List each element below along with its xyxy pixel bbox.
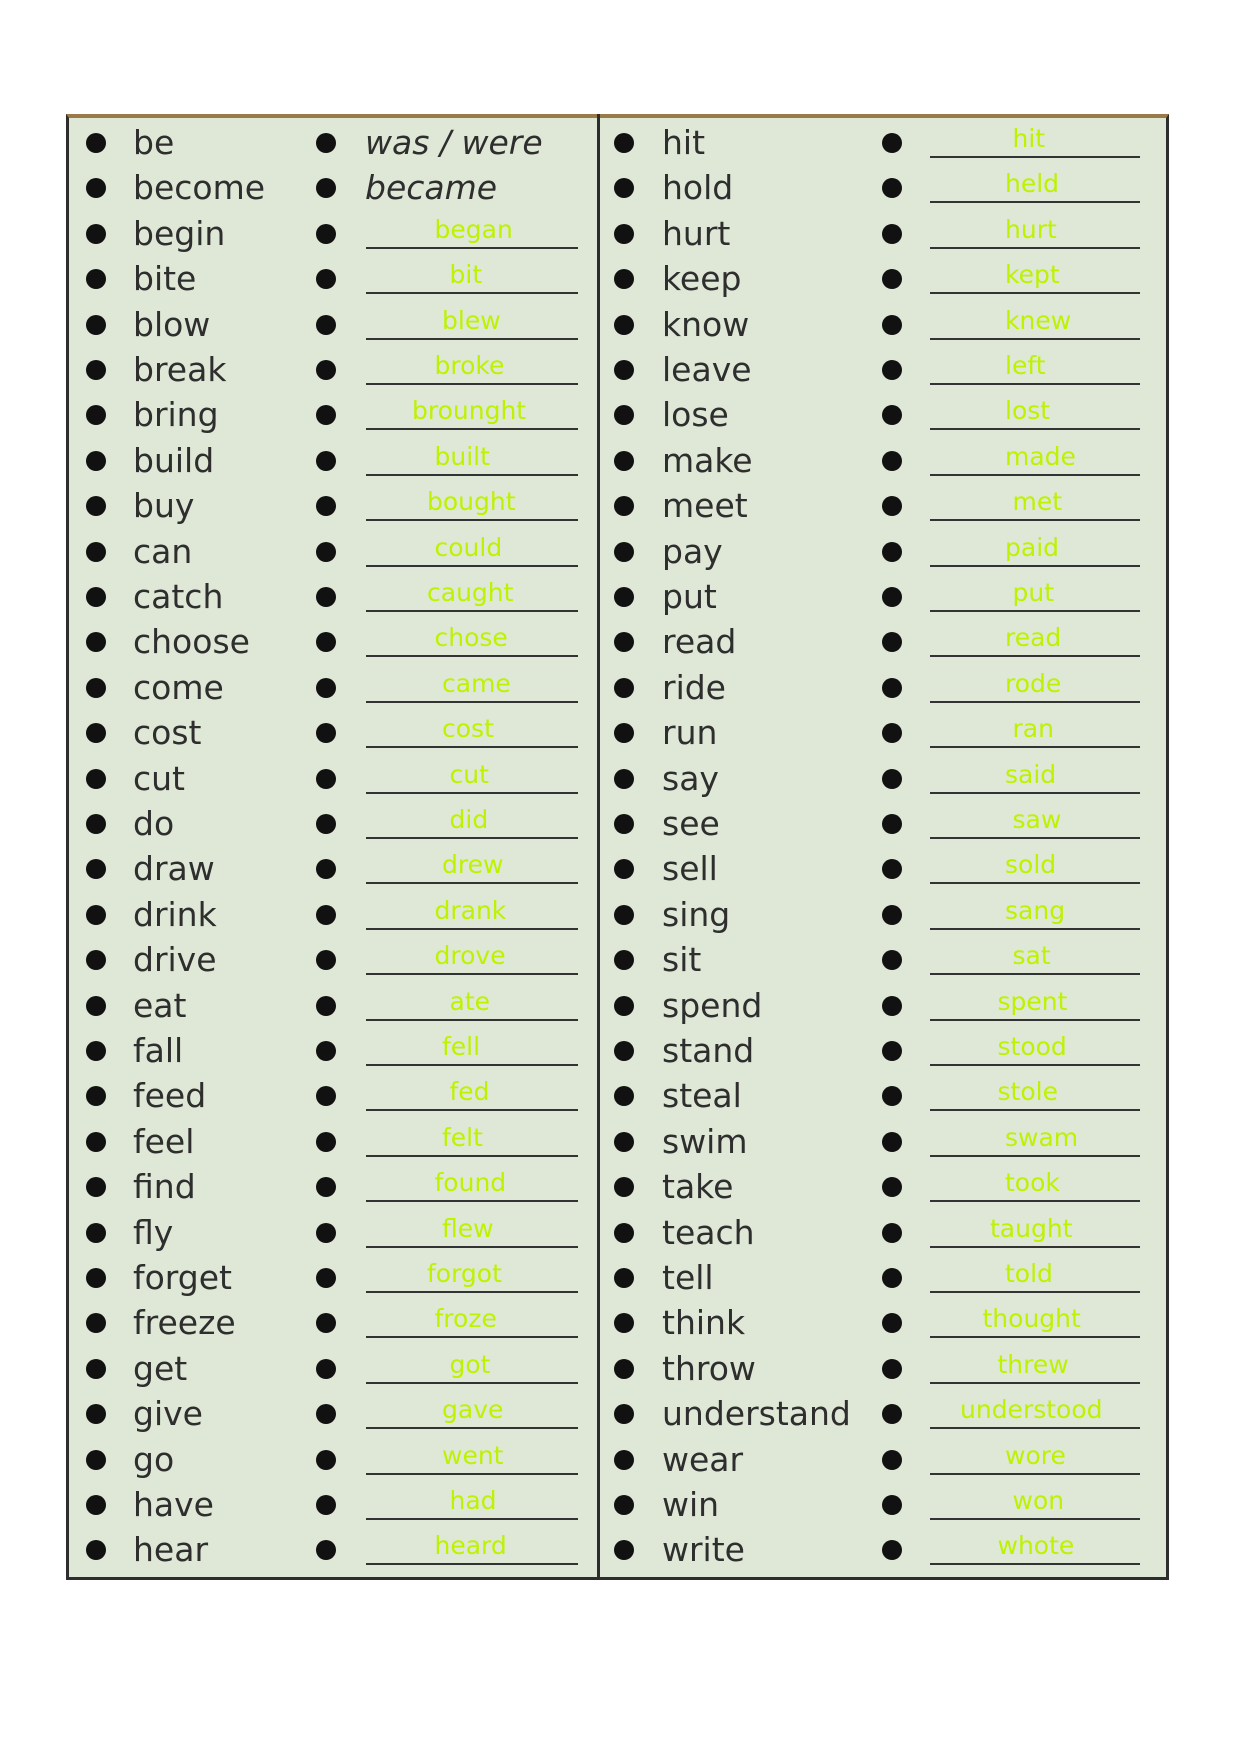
base-verb: wear xyxy=(662,1439,744,1479)
base-verb: pay xyxy=(662,531,723,571)
base-verb: find xyxy=(133,1167,196,1207)
past-tense-answer: sold xyxy=(1005,850,1057,880)
past-tense-answer: did xyxy=(449,805,489,834)
answer-blank-line[interactable] xyxy=(930,565,1140,567)
answer-blank-line[interactable] xyxy=(930,746,1140,748)
bullet-icon xyxy=(882,315,902,335)
base-verb: stand xyxy=(662,1031,755,1070)
past-tense-answer: drank xyxy=(434,895,507,925)
bullet-icon xyxy=(316,542,336,562)
past-tense-answer: left xyxy=(1005,351,1046,380)
answer-blank-line[interactable] xyxy=(930,428,1140,430)
past-tense-answer: took xyxy=(1005,1168,1060,1198)
past-tense-answer: fed xyxy=(449,1077,490,1107)
bullet-icon xyxy=(882,1223,902,1243)
base-verb: have xyxy=(133,1485,214,1524)
past-tense-answer: paid xyxy=(1005,532,1060,562)
past-tense-answer: forgot xyxy=(427,1259,502,1288)
base-verb: tell xyxy=(662,1258,714,1297)
answer-blank-line[interactable] xyxy=(930,519,1140,521)
bullet-icon xyxy=(614,1132,634,1152)
past-tense-answer: threw xyxy=(997,1349,1069,1379)
answer-blank-line[interactable] xyxy=(366,1336,578,1338)
base-verb: understand xyxy=(662,1394,851,1434)
answer-blank-line[interactable] xyxy=(366,1109,578,1111)
base-verb: write xyxy=(662,1530,745,1570)
answer-blank-line[interactable] xyxy=(930,1155,1140,1157)
bullet-icon xyxy=(316,905,336,925)
bullet-icon xyxy=(86,1495,106,1515)
past-tense-answer: read xyxy=(1005,623,1062,653)
bullet-icon xyxy=(882,451,902,471)
base-verb: break xyxy=(133,350,227,389)
bullet-icon xyxy=(86,224,106,244)
past-tense-answer: rode xyxy=(1005,668,1062,698)
past-tense-answer: could xyxy=(434,532,503,562)
base-verb: put xyxy=(662,577,717,616)
bullet-icon xyxy=(86,451,106,471)
past-tense-answer: won xyxy=(1012,1486,1065,1515)
answer-blank-line[interactable] xyxy=(366,1155,578,1157)
answer-blank-line[interactable] xyxy=(366,610,578,612)
answer-blank-line[interactable] xyxy=(366,428,578,430)
past-tense-answer: froze xyxy=(434,1304,497,1334)
base-verb: sing xyxy=(662,894,731,934)
answer-blank-line[interactable] xyxy=(930,655,1140,657)
bullet-icon xyxy=(86,587,106,607)
bullet-icon xyxy=(614,1041,634,1061)
bullet-icon xyxy=(614,1223,634,1243)
base-verb: begin xyxy=(133,213,226,253)
answer-blank-line[interactable] xyxy=(366,1246,578,1248)
past-tense-answer: had xyxy=(449,1486,497,1515)
past-tense-answer: chose xyxy=(434,623,508,653)
past-tense-answer: drove xyxy=(434,941,506,971)
answer-blank-line[interactable] xyxy=(930,1518,1140,1520)
past-tense-answer: put xyxy=(1012,578,1055,607)
base-verb: run xyxy=(662,713,718,753)
base-verb: say xyxy=(662,758,719,798)
past-tense-answer: caught xyxy=(427,578,514,607)
past-tense-answer: said xyxy=(1005,759,1057,789)
answer-blank-line[interactable] xyxy=(366,383,578,385)
answer-blank-line[interactable] xyxy=(930,474,1140,476)
bullet-icon xyxy=(614,224,634,244)
bullet-icon xyxy=(614,1359,634,1379)
base-verb: meet xyxy=(662,486,748,526)
answer-blank-line[interactable] xyxy=(930,1200,1140,1202)
answer-blank-line[interactable] xyxy=(930,156,1140,158)
answer-blank-line[interactable] xyxy=(930,1563,1140,1565)
bullet-icon xyxy=(86,1223,106,1243)
past-tense-answer: stood xyxy=(997,1032,1067,1061)
answer-blank-line[interactable] xyxy=(930,1291,1140,1293)
base-verb: be xyxy=(133,123,175,162)
answer-blank-line[interactable] xyxy=(930,1427,1140,1429)
answer-blank-line[interactable] xyxy=(930,1382,1140,1384)
base-verb: read xyxy=(662,622,737,662)
past-tense-given: became xyxy=(365,168,498,208)
base-verb: bring xyxy=(133,395,219,435)
answer-blank-line[interactable] xyxy=(366,247,578,249)
past-tense-answer: kept xyxy=(1005,260,1060,290)
bullet-icon xyxy=(316,1223,336,1243)
base-verb: take xyxy=(662,1167,734,1207)
bullet-icon xyxy=(882,1450,902,1470)
past-tense-answer: saw xyxy=(1012,805,1062,834)
base-verb: bite xyxy=(133,259,197,299)
answer-blank-line[interactable] xyxy=(366,973,578,975)
past-tense-answer: hurt xyxy=(1005,214,1057,244)
answer-blank-line[interactable] xyxy=(366,565,578,567)
base-verb: forget xyxy=(133,1258,232,1297)
base-verb: make xyxy=(662,440,753,480)
past-tense-answer: met xyxy=(1012,487,1063,517)
past-tense-answer: sat xyxy=(1012,941,1051,971)
past-tense-answer: blew xyxy=(442,305,501,335)
answer-blank-line[interactable] xyxy=(366,928,578,930)
past-tense-answer: ran xyxy=(1012,714,1054,744)
base-verb: build xyxy=(133,440,215,480)
base-verb: ride xyxy=(662,667,726,707)
bullet-icon xyxy=(86,905,106,925)
answer-blank-line[interactable] xyxy=(930,201,1140,203)
bullet-icon xyxy=(316,315,336,335)
past-tense-answer: sang xyxy=(1005,895,1066,925)
past-tense-answer: broke xyxy=(434,351,505,380)
bullet-icon xyxy=(316,996,336,1016)
bullet-icon xyxy=(316,224,336,244)
base-verb: swim xyxy=(662,1121,748,1161)
past-tense-answer: cut xyxy=(449,759,489,789)
bullet-icon xyxy=(882,133,902,153)
answer-blank-line[interactable] xyxy=(366,519,578,521)
base-verb: hear xyxy=(133,1530,209,1570)
bullet-icon xyxy=(614,905,634,925)
bullet-icon xyxy=(882,224,902,244)
bullet-icon xyxy=(316,587,336,607)
answer-blank-line[interactable] xyxy=(366,701,578,703)
bullet-icon xyxy=(882,996,902,1016)
past-tense-answer: knew xyxy=(1005,305,1072,335)
answer-blank-line[interactable] xyxy=(366,338,578,340)
past-tense-answer: spent xyxy=(997,986,1068,1016)
bullet-icon xyxy=(316,1495,336,1515)
base-verb: cost xyxy=(133,713,202,753)
past-tense-answer: bought xyxy=(427,487,516,517)
answer-blank-line[interactable] xyxy=(366,1427,578,1429)
bullet-icon xyxy=(316,360,336,380)
answer-blank-line[interactable] xyxy=(366,474,578,476)
past-tense-answer: went xyxy=(442,1440,504,1470)
bullet-icon xyxy=(86,814,106,834)
base-verb: feel xyxy=(133,1121,195,1161)
past-tense-answer: got xyxy=(449,1349,491,1379)
answer-blank-line[interactable] xyxy=(930,928,1140,930)
past-tense-answer: drew xyxy=(442,850,504,880)
bullet-icon xyxy=(882,542,902,562)
base-verb: freeze xyxy=(133,1303,236,1343)
answer-blank-line[interactable] xyxy=(366,1291,578,1293)
answer-blank-line[interactable] xyxy=(366,746,578,748)
bullet-icon xyxy=(86,315,106,335)
past-tense-answer: told xyxy=(1005,1259,1053,1288)
past-tense-answer: began xyxy=(434,214,513,244)
base-verb: steal xyxy=(662,1076,742,1116)
answer-blank-line[interactable] xyxy=(930,701,1140,703)
past-tense-answer: ate xyxy=(449,986,491,1016)
past-tense-answer: hit xyxy=(1012,124,1046,153)
base-verb: teach xyxy=(662,1212,755,1252)
answer-blank-line[interactable] xyxy=(366,292,578,294)
base-verb: blow xyxy=(133,304,211,344)
bullet-icon xyxy=(86,1268,106,1288)
answer-blank-line[interactable] xyxy=(930,338,1140,340)
bullet-icon xyxy=(882,814,902,834)
answer-blank-line[interactable] xyxy=(930,247,1140,249)
bullet-icon xyxy=(882,905,902,925)
bullet-icon xyxy=(86,678,106,698)
base-verb: cut xyxy=(133,758,185,798)
base-verb: get xyxy=(133,1348,188,1388)
base-verb: come xyxy=(133,667,224,707)
answer-blank-line[interactable] xyxy=(366,655,578,657)
base-verb: sit xyxy=(662,940,702,980)
base-verb: sell xyxy=(662,849,718,889)
answer-blank-line[interactable] xyxy=(366,1200,578,1202)
past-tense-answer: came xyxy=(442,668,511,698)
past-tense-answer: made xyxy=(1005,441,1076,471)
past-tense-answer: stole xyxy=(997,1077,1058,1107)
bullet-icon xyxy=(316,133,336,153)
column-divider xyxy=(597,114,600,1580)
bullet-icon xyxy=(614,678,634,698)
past-tense-answer: heard xyxy=(434,1531,507,1561)
past-tense-answer: understood xyxy=(960,1395,1103,1425)
base-verb: can xyxy=(133,531,193,571)
base-verb: leave xyxy=(662,350,752,389)
answer-blank-line[interactable] xyxy=(366,837,578,839)
base-verb: drive xyxy=(133,940,217,980)
base-verb: keep xyxy=(662,259,742,299)
past-tense-answer: cost xyxy=(442,714,494,744)
bullet-icon xyxy=(882,769,902,789)
past-tense-answer: flew xyxy=(442,1213,494,1243)
bullet-icon xyxy=(316,1450,336,1470)
base-verb: throw xyxy=(662,1348,756,1388)
bullet-icon xyxy=(614,1450,634,1470)
bullet-icon xyxy=(614,769,634,789)
past-tense-answer: built xyxy=(434,441,490,471)
answer-blank-line[interactable] xyxy=(366,1473,578,1475)
bullet-icon xyxy=(882,1041,902,1061)
answer-blank-line[interactable] xyxy=(366,882,578,884)
base-verb: spend xyxy=(662,985,763,1025)
past-tense-answer: lost xyxy=(1005,396,1051,426)
bullet-icon xyxy=(614,1495,634,1515)
answer-blank-line[interactable] xyxy=(930,973,1140,975)
answer-blank-line[interactable] xyxy=(366,1518,578,1520)
bullet-icon xyxy=(86,996,106,1016)
bullet-icon xyxy=(882,587,902,607)
past-tense-answer: gave xyxy=(442,1395,504,1425)
base-verb: hurt xyxy=(662,213,731,253)
bullet-icon xyxy=(316,769,336,789)
base-verb: become xyxy=(133,168,266,208)
base-verb: buy xyxy=(133,486,195,526)
bullet-icon xyxy=(614,814,634,834)
answer-blank-line[interactable] xyxy=(366,1563,578,1565)
base-verb: give xyxy=(133,1394,203,1434)
bullet-icon xyxy=(86,1041,106,1061)
base-verb: go xyxy=(133,1439,175,1479)
answer-blank-line[interactable] xyxy=(930,1019,1140,1021)
base-verb: drink xyxy=(133,894,217,934)
bullet-icon xyxy=(614,996,634,1016)
base-verb: feed xyxy=(133,1076,207,1116)
answer-blank-line[interactable] xyxy=(930,837,1140,839)
past-tense-answer: wore xyxy=(1005,1440,1066,1470)
base-verb: win xyxy=(662,1485,720,1524)
bullet-icon xyxy=(86,542,106,562)
answer-blank-line[interactable] xyxy=(930,1109,1140,1111)
answer-blank-line[interactable] xyxy=(930,1473,1140,1475)
base-verb: draw xyxy=(133,849,215,889)
answer-blank-line[interactable] xyxy=(930,1246,1140,1248)
past-tense-answer: found xyxy=(434,1168,507,1198)
bullet-icon xyxy=(882,1495,902,1515)
bullet-icon xyxy=(86,133,106,153)
base-verb: see xyxy=(662,804,720,843)
answer-blank-line[interactable] xyxy=(930,610,1140,612)
bullet-icon xyxy=(614,587,634,607)
answer-blank-line[interactable] xyxy=(930,1064,1140,1066)
base-verb: hit xyxy=(662,123,706,162)
past-tense-answer: taught xyxy=(990,1213,1073,1243)
answer-blank-line[interactable] xyxy=(930,882,1140,884)
bullet-icon xyxy=(316,678,336,698)
bullet-icon xyxy=(86,1359,106,1379)
answer-blank-line[interactable] xyxy=(366,1382,578,1384)
base-verb: think xyxy=(662,1303,746,1343)
base-verb: catch xyxy=(133,577,224,616)
bullet-icon xyxy=(86,360,106,380)
base-verb: fall xyxy=(133,1031,184,1070)
bullet-icon xyxy=(316,1359,336,1379)
base-verb: know xyxy=(662,304,750,344)
answer-blank-line[interactable] xyxy=(930,292,1140,294)
base-verb: lose xyxy=(662,395,729,435)
bullet-icon xyxy=(86,1450,106,1470)
bullet-icon xyxy=(882,678,902,698)
bullet-icon xyxy=(882,1268,902,1288)
past-tense-answer: fell xyxy=(442,1032,481,1061)
bullet-icon xyxy=(614,133,634,153)
bullet-icon xyxy=(882,360,902,380)
answer-blank-line[interactable] xyxy=(930,792,1140,794)
base-verb: do xyxy=(133,804,175,843)
answer-blank-line[interactable] xyxy=(930,1336,1140,1338)
bullet-icon xyxy=(316,1041,336,1061)
past-tense-answer: brounght xyxy=(412,396,527,426)
answer-blank-line[interactable] xyxy=(366,1019,578,1021)
bullet-icon xyxy=(614,360,634,380)
bullet-icon xyxy=(614,1268,634,1288)
past-tense-answer: held xyxy=(1005,169,1060,199)
bullet-icon xyxy=(614,451,634,471)
bullet-icon xyxy=(614,315,634,335)
base-verb: eat xyxy=(133,985,187,1025)
bullet-icon xyxy=(614,542,634,562)
bullet-icon xyxy=(86,1132,106,1152)
past-tense-given: was / were xyxy=(365,123,543,162)
answer-blank-line[interactable] xyxy=(366,792,578,794)
bullet-icon xyxy=(316,814,336,834)
bullet-icon xyxy=(882,1359,902,1379)
past-tense-answer: thought xyxy=(982,1304,1081,1334)
bullet-icon xyxy=(316,1132,336,1152)
bullet-icon xyxy=(882,1132,902,1152)
past-tense-answer: felt xyxy=(442,1122,483,1152)
answer-blank-line[interactable] xyxy=(930,383,1140,385)
base-verb: fly xyxy=(133,1212,174,1252)
bullet-icon xyxy=(316,451,336,471)
past-tense-answer: whote xyxy=(997,1531,1075,1561)
answer-blank-line[interactable] xyxy=(366,1064,578,1066)
past-tense-answer: swam xyxy=(1005,1122,1079,1152)
base-verb: hold xyxy=(662,168,734,208)
base-verb: choose xyxy=(133,622,250,662)
bullet-icon xyxy=(86,769,106,789)
bullet-icon xyxy=(316,1268,336,1288)
past-tense-answer: bit xyxy=(449,260,483,290)
